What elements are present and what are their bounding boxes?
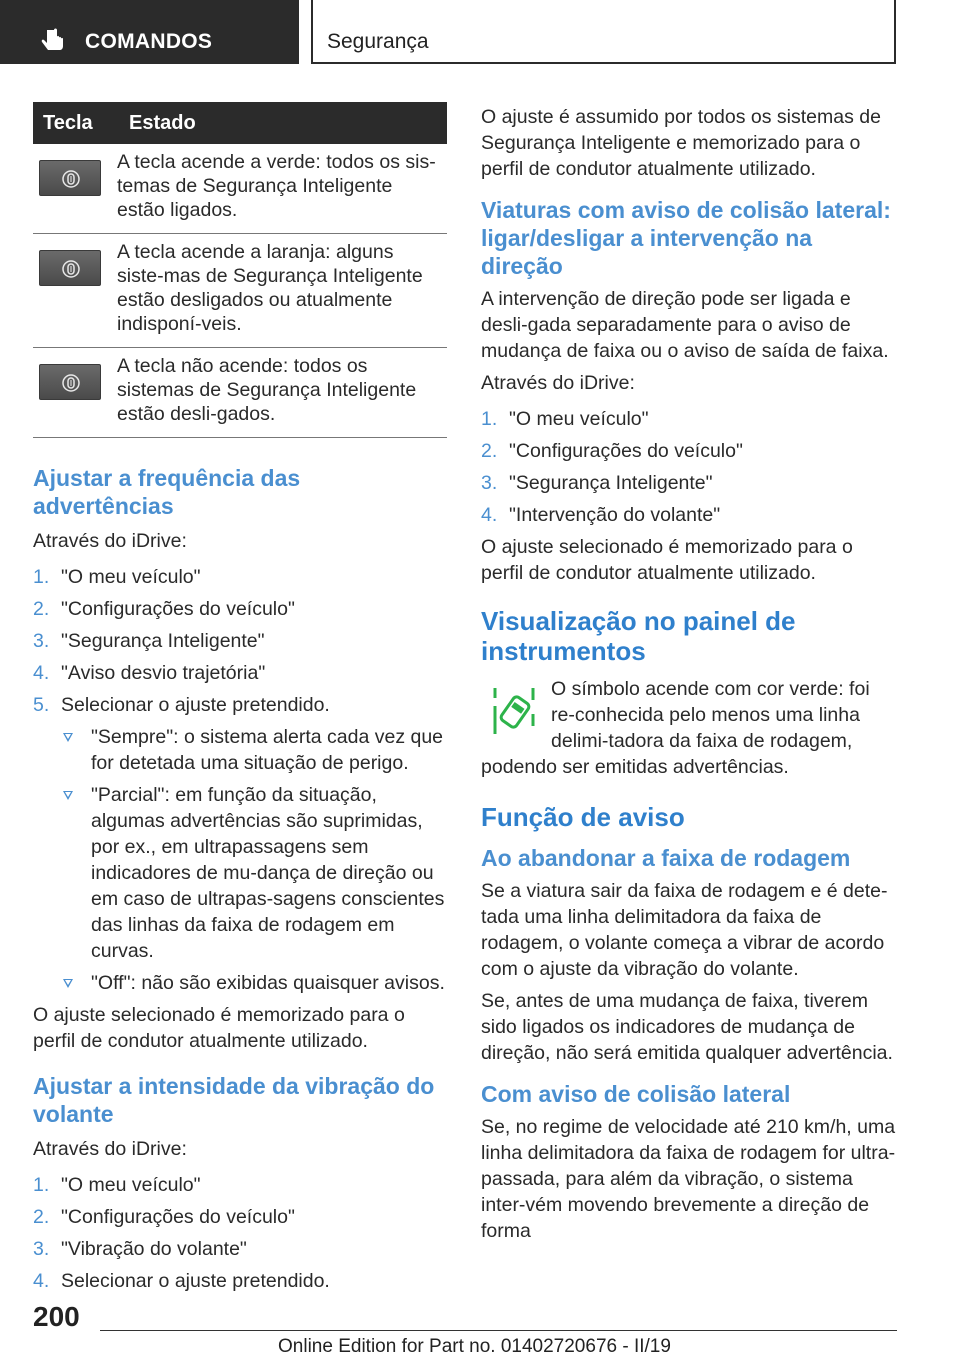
lane-departure-icon xyxy=(485,680,543,740)
list-item: 1. "O meu veículo" xyxy=(33,566,201,588)
section-title: Segurança xyxy=(327,30,429,53)
idrive-intro: Através do iDrive: xyxy=(33,1138,187,1160)
steps-intensity xyxy=(33,1172,447,1294)
safety-button-icon xyxy=(39,364,101,400)
heading-leaving-lane: Ao abandonar a faixa de rodagem xyxy=(481,845,851,871)
footer-edition: Online Edition for Part no. 01402720676 - II/19 xyxy=(278,1336,671,1357)
paragraph-turn-signal: Se, antes de uma mudança de faixa, tiverem sido ligados os indicadores de mudança de direção, não será emitida qualquer advertência. xyxy=(481,990,893,1064)
safety-button-icon xyxy=(39,160,101,196)
table-row xyxy=(33,348,447,438)
section-tab xyxy=(0,0,299,64)
footer-divider xyxy=(100,1330,897,1331)
list-item: 4. "Intervenção do volante" xyxy=(481,504,721,526)
list-item: 3. "Vibração do volante" xyxy=(33,1238,247,1260)
list-item: 4. Selecionar o ajuste pretendido. xyxy=(33,1270,330,1292)
sub-list-item: "Off": não são exibidas quaisquer avisos. xyxy=(61,970,447,996)
table-row xyxy=(33,144,447,234)
heading-display: Visualização no painel de instrumentos xyxy=(481,606,796,666)
heading-frequency: Ajustar a frequência das advertências xyxy=(33,465,301,519)
idrive-intro: Através do iDrive: xyxy=(33,530,187,552)
paragraph-side-collision: Se, no regime de velocidade até 210 km/h, uma linha delimitadora da faixa de rodagem for ultra-passada, para além da vibração, o sistema inter-vém movendo brevemente a direção de forma xyxy=(481,1116,896,1242)
left-column xyxy=(33,102,447,1300)
list-item: 1. "O meu veículo" xyxy=(33,1174,201,1196)
table-header-state: Estado xyxy=(115,102,447,144)
section-header xyxy=(311,0,896,64)
paragraph-intervention: A intervenção de direção pode ser ligada e desli-gada separadamente para o aviso de mudança de faixa ou o aviso de saída de faixa. xyxy=(481,288,889,362)
list-item: 4. "Aviso desvio trajetória" xyxy=(33,662,266,684)
list-item: 3. "Segurança Inteligente" xyxy=(481,472,713,494)
state-text: A tecla acende a verde: todos os sis-temas de Segurança Inteligente estão ligados. xyxy=(115,144,447,234)
state-text: A tecla acende a laranja: alguns siste-mas de Segurança Inteligente estão desligados ou atualmente indisponí-veis. xyxy=(115,234,447,348)
safety-button-icon xyxy=(39,250,101,286)
list-item: 1. "O meu veículo" xyxy=(481,408,649,430)
heading-lateral: Viaturas com aviso de colisão lateral: ligar/desligar a intervenção na direção xyxy=(481,197,891,279)
table-row xyxy=(33,234,447,348)
list-item: 2. "Configurações do veículo" xyxy=(33,598,295,620)
button-state-table xyxy=(33,102,447,438)
hand-pointer-icon xyxy=(40,28,66,54)
triangle-bullet-icon xyxy=(63,733,73,742)
paragraph-symbol: O símbolo acende com cor verde: foi re-conhecida pelo menos uma linha delimi-tadora da faixa de rodagem, podendo ser emitidas advertências. xyxy=(481,678,870,778)
steps-lateral xyxy=(481,406,897,528)
section-tab-label: COMANDOS xyxy=(85,30,213,53)
heading-side-collision: Com aviso de colisão lateral xyxy=(481,1081,791,1107)
memo-text: O ajuste selecionado é memorizado para o perfil de condutor atualmente utilizado. xyxy=(33,1004,405,1052)
page-number: 200 xyxy=(33,1301,80,1332)
triangle-bullet-icon xyxy=(63,979,73,988)
display-block xyxy=(481,676,897,780)
state-text: A tecla não acende: todos os sistemas de Segurança Inteligente estão desli-gados. xyxy=(115,348,447,438)
table-header-key: Tecla xyxy=(33,102,115,144)
paragraph-adjust: O ajuste é assumido por todos os sistemas de Segurança Inteligente e memorizado para o perfil de condutor atualmente utilizado. xyxy=(481,106,881,180)
list-item: 5. Selecionar o ajuste pretendido. "Sempre": o sistema alerta cada vez que for detetada uma situação de perigo. "Parcial": em função da situação, algumas advertências são suprimidas, por ex., em ultrapassagens sem indicadores de mu-dança de direção ou em caso de ultrapas-sagens conscientes das linhas da faixa de rodagem em curvas. "Off": não são exibidas quaisquer avisos. xyxy=(33,692,447,996)
list-item: 2. "Configurações do veículo" xyxy=(481,440,743,462)
list-item: 2. "Configurações do veículo" xyxy=(33,1206,295,1228)
sub-list-item: "Parcial": em função da situação, algumas advertências são suprimidas, por ex., em ultrapassagens sem indicadores de mu-dança de direção ou em caso de ultrapas-sagens conscientes das linhas da faixa de rodagem em curvas. xyxy=(61,782,447,964)
sub-options-list xyxy=(61,724,447,996)
steps-frequency xyxy=(33,564,447,996)
triangle-bullet-icon xyxy=(63,791,73,800)
sub-list-item: "Sempre": o sistema alerta cada vez que for detetada uma situação de perigo. xyxy=(61,724,447,776)
table-header-row xyxy=(33,102,447,144)
heading-warning-function: Função de aviso xyxy=(481,802,685,832)
memo-text: O ajuste selecionado é memorizado para o perfil de condutor atualmente utilizado. xyxy=(481,536,853,584)
list-item: 3. "Segurança Inteligente" xyxy=(33,630,265,652)
heading-intensity: Ajustar a intensidade da vibração do volante xyxy=(33,1073,435,1127)
paragraph-leaving-lane: Se a viatura sair da faixa de rodagem e é dete-tada uma linha delimitadora da faixa de rodagem, o volante começa a vibrar de acordo com o ajuste da vibração do volante. xyxy=(481,880,888,980)
right-column xyxy=(481,104,897,1244)
idrive-intro: Através do iDrive: xyxy=(481,372,635,394)
